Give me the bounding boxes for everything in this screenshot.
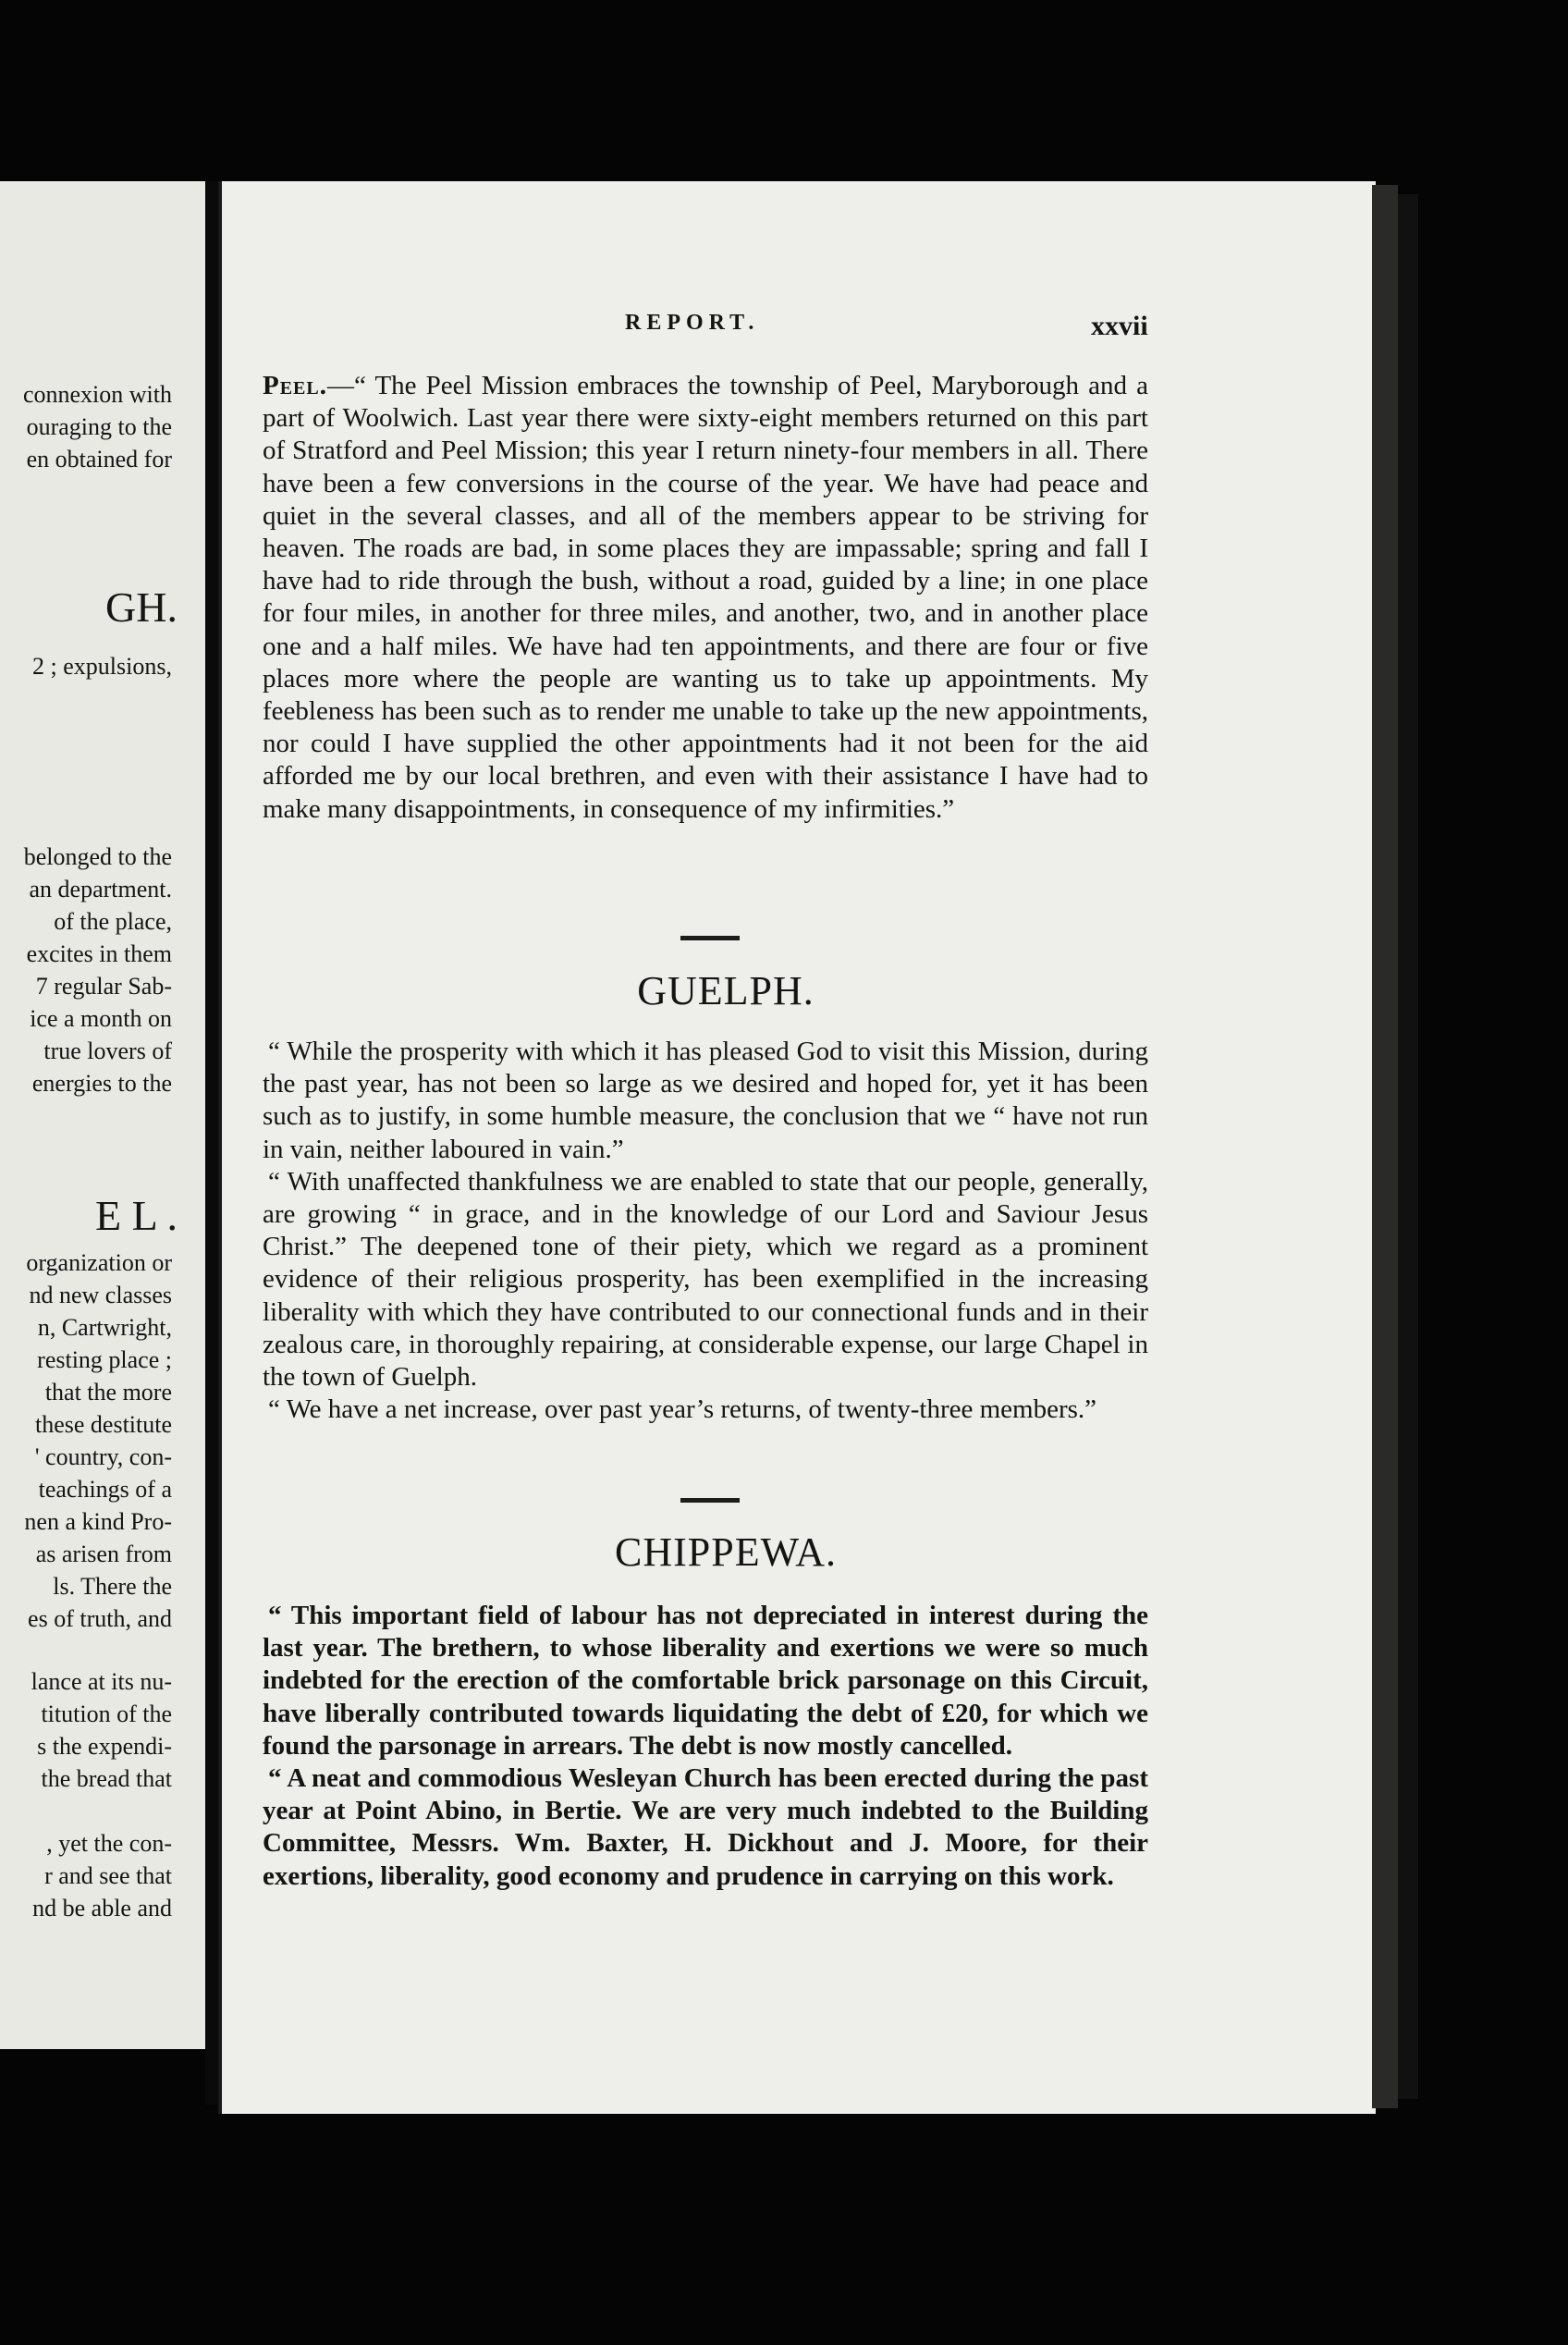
page-edge-shadow [1398, 194, 1418, 2099]
left-line: organization or [26, 1249, 172, 1276]
left-line: of the place, [54, 908, 172, 935]
left-line: excites in them [26, 940, 172, 967]
left-line: connexion with [22, 381, 172, 408]
left-line: ice a month on [30, 1005, 172, 1032]
left-line: true lovers of [43, 1037, 172, 1064]
left-line: nd be able and [32, 1895, 172, 1921]
book-gutter [205, 181, 218, 2105]
guelph-paragraph: “ We have a net increase, over past year’s returns, of twenty-three members.” [268, 1394, 1097, 1425]
left-line: r and see that [44, 1862, 172, 1889]
chippewa-section [263, 1600, 1148, 1893]
guelph-section [263, 1036, 1148, 1426]
peel-section [263, 370, 1148, 826]
left-line: n, Cartwright, [37, 1314, 172, 1341]
left-line: , yet the con- [46, 1830, 172, 1857]
left-line: nen a kind Pro- [24, 1508, 172, 1535]
left-line: these destitute [34, 1411, 172, 1438]
left-line: en obtained for [26, 446, 172, 473]
chippewa-paragraph: “ This important field of labour has not depreciated in interest during the last year. The brethern, to whose liberality and exertions we were so much indebted for the erection of the comfortable brick parsonage on this Circuit, have liberally contributed towards liquidating the debt of £20, for which we found the parsonage in arrears. The debt is now mostly cancelled. [263, 1601, 1148, 1761]
left-line: nd new classes [29, 1282, 172, 1308]
left-line: lance at its nu- [31, 1668, 172, 1695]
left-line: as arisen from [35, 1541, 172, 1567]
left-line: resting place ; [37, 1346, 172, 1373]
chippewa-heading: CHIPPEWA. [614, 1529, 838, 1575]
peel-lead: Peel. [263, 371, 327, 400]
guelph-paragraph: “ With unaffected thankfulness we are enabled to state that our people, generally, are growing “ in grace, and in the knowledge of our Lord and Saviour Jesus Christ.” The deepened tone of their piety, which we regard as a prominent evidence of their religious prosperity, has been exemplified in the increasing liberality with which they have contributed to our connectional funds and in their zealous care, in thoroughly repairing, at considerable expense, our large Chapel in the town of Guelph. [263, 1166, 1148, 1393]
chippewa-paragraph: “ A neat and commodious Wesleyan Church has been erected during the past year at Point Abino, in Bertie. We are very much indebted to the Building Committee, Messrs. Wm. Baxter, H. Dickhout and J. Moore, for their exertions, liberality, good economy and prudence in carrying on this work. [263, 1763, 1148, 1891]
guelph-heading: GUELPH. [637, 968, 815, 1013]
left-line: ouraging to the [26, 413, 172, 440]
running-head [222, 311, 1376, 348]
left-line: the bread that [41, 1765, 172, 1792]
left-line: es of truth, and [28, 1605, 172, 1632]
left-line: 2 ; expulsions, [32, 653, 172, 680]
section-divider [680, 1498, 740, 1503]
left-line: that the more [44, 1379, 172, 1406]
left-line: 7 regular Sab- [35, 973, 172, 1000]
left-heading: E L . [95, 1192, 178, 1239]
left-line: titution of the [41, 1700, 172, 1727]
left-page-fragment [0, 181, 205, 2049]
left-line: ' country, con- [34, 1443, 172, 1470]
left-line: belonged to the [23, 843, 172, 870]
left-line: s the expendi- [37, 1733, 172, 1760]
left-line: teachings of a [38, 1476, 172, 1503]
page-edge [1372, 185, 1398, 2108]
left-line: ls. There the [53, 1573, 172, 1600]
running-title: REPORT. [625, 311, 760, 335]
left-heading: GH. [105, 583, 178, 631]
left-line: an department. [29, 876, 172, 902]
section-divider [680, 936, 740, 940]
left-line: energies to the [31, 1070, 172, 1097]
page [218, 181, 1376, 2114]
guelph-paragraph: “ While the prosperity with which it has pleased God to visit this Mission, during the past year, has not been so large as we desired and hoped for, yet it has been such as to justify, in some humble measure, the conclusion that we “ have not run in vain, neither laboured in vain.” [263, 1037, 1148, 1164]
page-number: xxvii [1091, 311, 1148, 341]
peel-paragraph: —“ The Peel Mission embraces the township of Peel, Maryborough and a part of Woolwich. Last year there were sixty-eight members returned on this part of Stratford and Peel Mission; this year I return ninety-four members in all. There have been a few conversions in the course of the year. We have had peace and quiet in the several classes, and all of the members appear to be striving for heaven. The roads are bad, in some places they are impassable; spring and fall I have had to ride through the bush, without a road, guided by a line; in one place for four miles, in another for three miles, and another, two, and in another place one and a half miles. We have had ten appointments, and there are four or five places more where the people are wanting us to take up appointments. My feebleness has been such as to render me unable to take up the new appointments, nor could I have supplied the other appointments had it not been for the aid afforded me by our local brethren, and even with their assistance I have had to make many disappointments, in consequence of my infirmities.” [263, 371, 1148, 824]
